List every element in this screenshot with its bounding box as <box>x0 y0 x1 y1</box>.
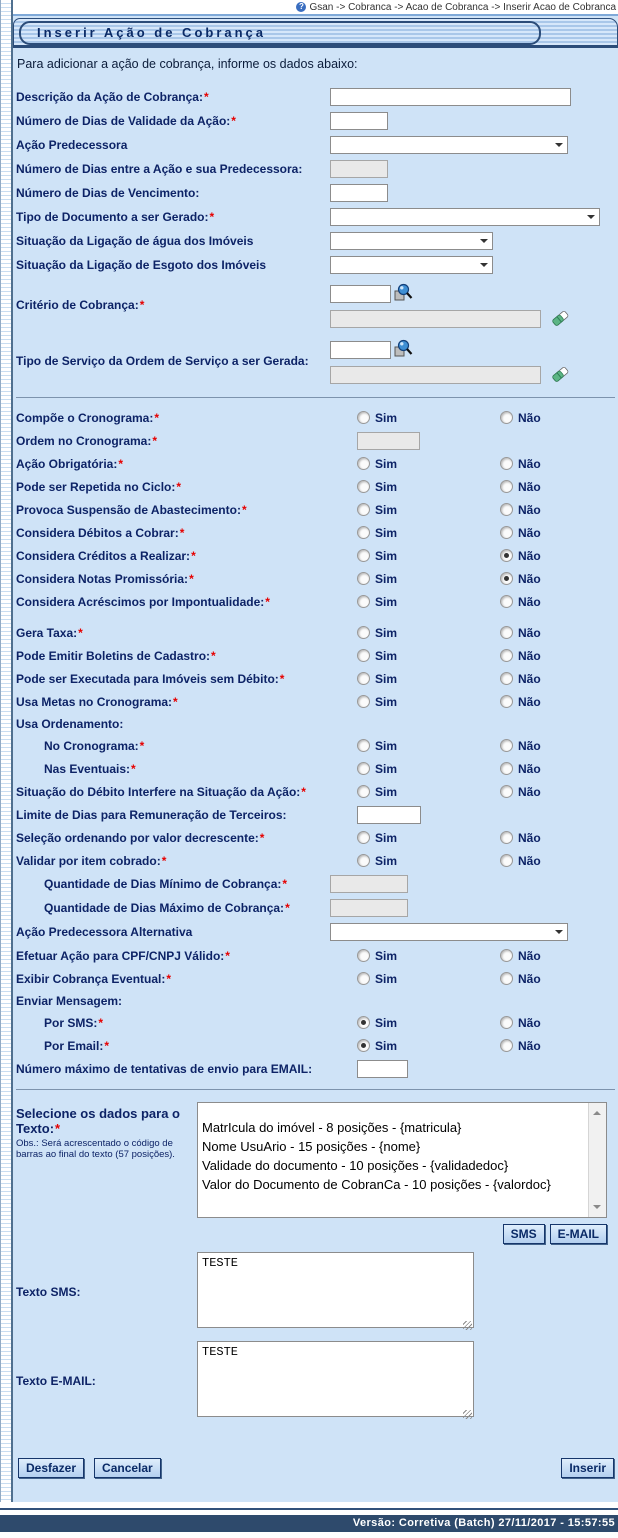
required-marker: * <box>282 877 288 891</box>
row-selecione-texto <box>13 1102 618 1218</box>
row-gera-taxa <box>13 621 618 644</box>
ordem-cronograma-input <box>357 432 420 450</box>
required-marker: * <box>78 625 83 640</box>
required-marker: * <box>179 525 185 540</box>
radio-nao-label: Não <box>518 694 541 709</box>
list-item[interactable]: MatrIcula do imóvel - 8 posições - {matricula} <box>202 1120 462 1135</box>
field-label: Número de Dias entre a Ação e sua Predecessora: <box>16 162 303 176</box>
radio-sim[interactable] <box>357 972 370 985</box>
acao-predecessora-alternativa-select[interactable] <box>330 923 568 941</box>
radio-sim-label: Sim <box>375 525 398 540</box>
page-title: Inserir Ação de Cobrança <box>19 21 541 45</box>
intro-text: Para adicionar a ação de cobrança, informe os dados abaixo: <box>17 57 358 71</box>
field-label: Tipo de Documento a ser Gerado: <box>16 210 209 224</box>
radio-nao[interactable] <box>500 411 513 424</box>
row-considera-creditos <box>13 544 618 567</box>
required-marker: * <box>209 210 215 224</box>
row-acao-predecessora-alternativa <box>13 920 618 944</box>
radio-sim-label: Sim <box>375 948 398 963</box>
field-label: Tipo de Serviço da Ordem de Serviço a ser Gerada: <box>16 354 309 368</box>
radio-sim[interactable] <box>357 949 370 962</box>
required-marker: * <box>241 502 247 517</box>
criterio-codigo-input[interactable] <box>330 285 391 303</box>
row-pode-repetida <box>13 475 618 498</box>
row-no-cronograma <box>13 734 618 757</box>
radio-sim[interactable] <box>357 526 370 539</box>
row-qtd-dias-minimo <box>13 872 618 896</box>
radio-sim[interactable] <box>357 785 370 798</box>
field-label: Situação do Débito Interfere na Situação da Ação: <box>16 784 301 799</box>
radio-sim-label: Sim <box>375 784 398 799</box>
row-tipo-servico <box>13 333 618 389</box>
texto-data-listbox[interactable] <box>197 1102 607 1218</box>
row-selecao-valor-decrescente <box>13 826 618 849</box>
field-label: Considera Notas Promissória: <box>16 571 189 586</box>
radio-nao-label: Não <box>518 502 541 517</box>
radio-sim[interactable] <box>357 503 370 516</box>
radio-sim[interactable] <box>357 1039 370 1052</box>
eraser-icon[interactable] <box>550 308 570 328</box>
radio-nao[interactable] <box>500 572 513 585</box>
group-label: Usa Ordenamento: <box>16 716 124 731</box>
list-item[interactable]: Validade do documento - 10 posições - {validadedoc} <box>202 1158 509 1173</box>
radio-sim-label: Sim <box>375 548 398 563</box>
radio-nao-label: Não <box>518 456 541 471</box>
tipo-servico-codigo-input[interactable] <box>330 341 391 359</box>
field-label: Pode ser Executada para Imóveis sem Débito: <box>16 671 279 686</box>
radio-sim-label: Sim <box>375 594 398 609</box>
row-pode-emitir-boletins <box>13 644 618 667</box>
field-label: Situação da Ligação de água dos Imóveis <box>16 234 254 248</box>
search-icon[interactable] <box>394 283 414 303</box>
cancelar-button[interactable]: Cancelar <box>94 1458 161 1478</box>
radio-sim[interactable] <box>357 411 370 424</box>
row-usa-ordenamento <box>13 713 618 734</box>
row-validar-item-cobrado <box>13 849 618 872</box>
resize-handle-icon[interactable] <box>463 1410 472 1419</box>
required-marker: * <box>265 594 270 609</box>
tipo-documento-select[interactable] <box>330 208 600 226</box>
row-dias-vencimento <box>13 181 618 205</box>
radio-sim[interactable] <box>357 626 370 639</box>
required-marker: * <box>154 410 160 425</box>
radio-nao[interactable] <box>500 480 513 493</box>
radio-sim[interactable] <box>357 1016 370 1029</box>
row-situacao-agua <box>13 229 618 253</box>
radio-nao[interactable] <box>500 695 513 708</box>
radio-nao-label: Não <box>518 594 541 609</box>
required-marker: * <box>139 298 145 312</box>
situacao-esgoto-select[interactable] <box>330 256 493 274</box>
field-label: Selecione os dados para o Texto: <box>16 1106 180 1136</box>
row-texto-sms <box>13 1252 618 1332</box>
row-situacao-esgoto <box>13 253 618 277</box>
row-considera-notas <box>13 567 618 590</box>
field-label: Usa Metas no Cronograma: <box>16 694 173 709</box>
required-marker: * <box>203 90 209 104</box>
eraser-icon[interactable] <box>550 364 570 384</box>
radio-nao[interactable] <box>500 972 513 985</box>
radio-sim[interactable] <box>357 649 370 662</box>
required-marker: * <box>189 571 194 586</box>
desfazer-button[interactable]: Desfazer <box>18 1458 84 1478</box>
radio-sim[interactable] <box>357 739 370 752</box>
field-label: Pode ser Repetida no Ciclo: <box>16 479 176 494</box>
radio-nao-label: Não <box>518 625 541 640</box>
scroll-up-icon[interactable] <box>593 1107 601 1115</box>
radio-sim[interactable] <box>357 549 370 562</box>
radio-nao[interactable] <box>500 672 513 685</box>
list-item[interactable]: Nome UsuArio - 15 posições - {nome} <box>202 1139 421 1154</box>
row-descricao <box>13 85 618 109</box>
inserir-button[interactable]: Inserir <box>561 1458 614 1478</box>
texto-sms-textarea[interactable] <box>197 1252 474 1328</box>
search-icon[interactable] <box>394 339 414 359</box>
list-item[interactable]: Valor do Documento de CobranCa - 10 posições - {valordoc} <box>202 1177 551 1192</box>
row-texto-email <box>13 1342 618 1420</box>
field-label: Provoca Suspensão de Abastecimento: <box>16 502 241 517</box>
row-limite-dias-terceiros <box>13 803 618 826</box>
radio-sim[interactable] <box>357 672 370 685</box>
row-usa-metas <box>13 690 618 713</box>
field-label: Limite de Dias para Remuneração de Terceiros: <box>16 807 287 822</box>
radio-sim[interactable] <box>357 572 370 585</box>
required-marker: * <box>231 114 236 128</box>
radio-sim-label: Sim <box>375 761 398 776</box>
row-provoca-suspensao <box>13 498 618 521</box>
field-label: Número de Dias de Validade da Ação: <box>16 114 231 128</box>
field-label: Ação Predecessora Alternativa <box>16 925 193 939</box>
field-label: Número máximo de tentativas de envio para EMAIL: <box>16 1062 313 1076</box>
row-situacao-debito-interfere <box>13 780 618 803</box>
field-label: Seleção ordenando por valor decrescente: <box>16 830 259 845</box>
radio-nao-label: Não <box>518 971 541 986</box>
field-label: Ação Obrigatória: <box>16 456 118 471</box>
row-dias-entre <box>13 157 618 181</box>
radio-sim[interactable] <box>357 831 370 844</box>
radio-sim-label: Sim <box>375 479 398 494</box>
radio-sim-label: Sim <box>375 830 398 845</box>
radio-nao[interactable] <box>500 949 513 962</box>
sms-button[interactable]: SMS <box>503 1224 545 1244</box>
field-label: Considera Acréscimos por Impontualidade: <box>16 594 265 609</box>
radio-sim[interactable] <box>357 854 370 867</box>
radio-nao-label: Não <box>518 948 541 963</box>
breadcrumb: Gsan -> Cobranca -> Acao de Cobranca -> Inserir Acao de Cobranca <box>309 1 616 13</box>
field-label: Pode Emitir Boletins de Cadastro: <box>16 648 211 663</box>
field-label: Nas Eventuais: <box>44 761 131 776</box>
required-marker: * <box>211 648 216 663</box>
tipo-servico-descricao-input <box>330 366 541 384</box>
field-label: Validar por item cobrado: <box>16 853 161 868</box>
row-compoe-cronograma <box>13 406 618 429</box>
field-label: No Cronograma: <box>44 738 139 753</box>
row-acao-obrigatoria <box>13 452 618 475</box>
row-dias-validade <box>13 109 618 133</box>
radio-nao[interactable] <box>500 831 513 844</box>
radio-nao[interactable] <box>500 626 513 639</box>
required-marker: * <box>301 784 306 799</box>
radio-sim[interactable] <box>357 457 370 470</box>
required-marker: * <box>139 738 145 753</box>
radio-sim[interactable] <box>357 480 370 493</box>
field-label: Por SMS: <box>44 1015 98 1030</box>
row-qtd-dias-maximo <box>13 896 618 920</box>
descricao-input[interactable] <box>330 88 571 106</box>
radio-sim-label: Sim <box>375 694 398 709</box>
radio-nao[interactable] <box>500 549 513 562</box>
required-marker: * <box>55 1121 61 1136</box>
left-striped-rail <box>0 0 13 1502</box>
required-marker: * <box>118 456 124 471</box>
dias-validade-input[interactable] <box>330 112 388 130</box>
version-bar: Versão: Corretiva (Batch) 27/11/2017 - 15:57:55 <box>0 1515 618 1532</box>
field-label: Ordem no Cronograma: <box>16 433 152 448</box>
required-marker: * <box>285 901 290 915</box>
field-label: Considera Débitos a Cobrar: <box>16 525 179 540</box>
dias-entre-input <box>330 160 388 178</box>
max-tentativas-input[interactable] <box>357 1060 408 1078</box>
required-marker: * <box>166 971 172 986</box>
radio-sim-label: Sim <box>375 502 398 517</box>
field-label: Quantidade de Dias Mínimo de Cobrança: <box>44 877 282 891</box>
field-label: Efetuar Ação para CPF/CNPJ Válido: <box>16 948 225 963</box>
required-marker: * <box>176 479 182 494</box>
section-divider <box>16 1089 615 1090</box>
radio-nao[interactable] <box>500 595 513 608</box>
footer-area <box>0 1508 618 1538</box>
field-label: Compõe o Cronograma: <box>16 410 154 425</box>
breadcrumb-bar <box>13 0 618 16</box>
field-label: Número de Dias de Vencimento: <box>16 186 200 200</box>
radio-nao-label: Não <box>518 853 541 868</box>
radio-nao-label: Não <box>518 548 541 563</box>
radio-sim[interactable] <box>357 762 370 775</box>
field-label: Ação Predecessora <box>16 138 128 152</box>
listbox-scrollbar[interactable] <box>588 1103 606 1217</box>
radio-sim-label: Sim <box>375 1038 398 1053</box>
help-icon[interactable]: ? <box>296 2 306 12</box>
acao-predecessora-select[interactable] <box>330 136 568 154</box>
radio-sim-label: Sim <box>375 625 398 640</box>
radio-nao-label: Não <box>518 738 541 753</box>
radio-sim-label: Sim <box>375 571 398 586</box>
row-enviar-mensagem <box>13 990 618 1011</box>
criterio-descricao-input <box>330 310 541 328</box>
radio-sim-label: Sim <box>375 671 398 686</box>
scroll-down-icon[interactable] <box>593 1205 601 1213</box>
radio-nao-label: Não <box>518 671 541 686</box>
row-considera-acrescimos <box>13 590 618 613</box>
radio-sim-label: Sim <box>375 971 398 986</box>
required-marker: * <box>152 433 158 448</box>
required-marker: * <box>279 671 285 686</box>
radio-nao-label: Não <box>518 830 541 845</box>
radio-sim-label: Sim <box>375 853 398 868</box>
row-considera-debitos <box>13 521 618 544</box>
radio-nao[interactable] <box>500 739 513 752</box>
qtd-dias-minimo-input <box>330 875 408 893</box>
required-marker: * <box>259 830 265 845</box>
radio-nao-label: Não <box>518 525 541 540</box>
radio-nao[interactable] <box>500 457 513 470</box>
field-label: Texto SMS: <box>16 1285 81 1299</box>
field-label: Por Email: <box>44 1038 104 1053</box>
radio-nao-label: Não <box>518 761 541 776</box>
radio-nao-label: Não <box>518 784 541 799</box>
email-button[interactable]: E-MAIL <box>550 1224 607 1244</box>
field-label: Texto E-MAIL: <box>16 1374 96 1388</box>
radio-nao[interactable] <box>500 785 513 798</box>
field-label: Exibir Cobrança Eventual: <box>16 971 166 986</box>
qtd-dias-maximo-input <box>330 899 408 917</box>
required-marker: * <box>173 694 178 709</box>
row-efetuar-cpf-cnpj <box>13 944 618 967</box>
field-label: Considera Créditos a Realizar: <box>16 548 191 563</box>
row-pode-executada-sem-debito <box>13 667 618 690</box>
radio-nao[interactable] <box>500 503 513 516</box>
radio-sim[interactable] <box>357 695 370 708</box>
radio-sim-label: Sim <box>375 456 398 471</box>
row-nas-eventuais <box>13 757 618 780</box>
situacao-agua-select[interactable] <box>330 232 493 250</box>
radio-nao-label: Não <box>518 1038 541 1053</box>
radio-nao[interactable] <box>500 1039 513 1052</box>
obs-note: Obs.: Será acrescentado o código de barras ao final do texto (57 posições). <box>16 1138 175 1160</box>
row-exibir-cobranca-eventual <box>13 967 618 990</box>
required-marker: * <box>104 1038 110 1053</box>
radio-sim-label: Sim <box>375 648 398 663</box>
group-label: Enviar Mensagem: <box>16 993 123 1008</box>
required-marker: * <box>191 548 196 563</box>
field-label: Descrição da Ação de Cobrança: <box>16 90 203 104</box>
dias-vencimento-input[interactable] <box>330 184 388 202</box>
required-marker: * <box>225 948 230 963</box>
radio-nao[interactable] <box>500 854 513 867</box>
radio-nao[interactable] <box>500 526 513 539</box>
radio-nao-label: Não <box>518 1015 541 1030</box>
radio-nao[interactable] <box>500 1016 513 1029</box>
radio-nao-label: Não <box>518 571 541 586</box>
radio-nao[interactable] <box>500 762 513 775</box>
radio-sim[interactable] <box>357 595 370 608</box>
field-label: Critério de Cobrança: <box>16 298 139 312</box>
title-bar <box>13 18 618 48</box>
radio-nao-label: Não <box>518 648 541 663</box>
row-criterio <box>13 277 618 333</box>
field-label: Gera Taxa: <box>16 625 78 640</box>
section-divider <box>16 397 615 398</box>
radio-nao-label: Não <box>518 479 541 494</box>
row-ordem-cronograma <box>13 429 618 452</box>
field-label: Quantidade de Dias Máximo de Cobrança: <box>44 901 285 915</box>
texto-email-textarea[interactable] <box>197 1341 474 1417</box>
limite-dias-input[interactable] <box>357 806 421 824</box>
action-buttons <box>13 1458 618 1478</box>
field-label: Situação da Ligação de Esgoto dos Imóveis <box>16 258 267 272</box>
row-acao-predecessora <box>13 133 618 157</box>
radio-sim-label: Sim <box>375 738 398 753</box>
footer-divider <box>0 1508 618 1510</box>
radio-nao[interactable] <box>500 649 513 662</box>
required-marker: * <box>131 761 136 776</box>
required-marker: * <box>98 1015 104 1030</box>
row-tipo-documento <box>13 205 618 229</box>
radio-nao-label: Não <box>518 410 541 425</box>
radio-sim-label: Sim <box>375 1015 398 1030</box>
resize-handle-icon[interactable] <box>463 1321 472 1330</box>
sms-email-buttons <box>13 1224 607 1244</box>
radio-sim-label: Sim <box>375 410 398 425</box>
row-por-sms <box>13 1011 618 1034</box>
row-por-email <box>13 1034 618 1057</box>
row-max-tentativas-email <box>13 1057 618 1081</box>
form-panel <box>13 16 618 1502</box>
required-marker: * <box>161 853 167 868</box>
